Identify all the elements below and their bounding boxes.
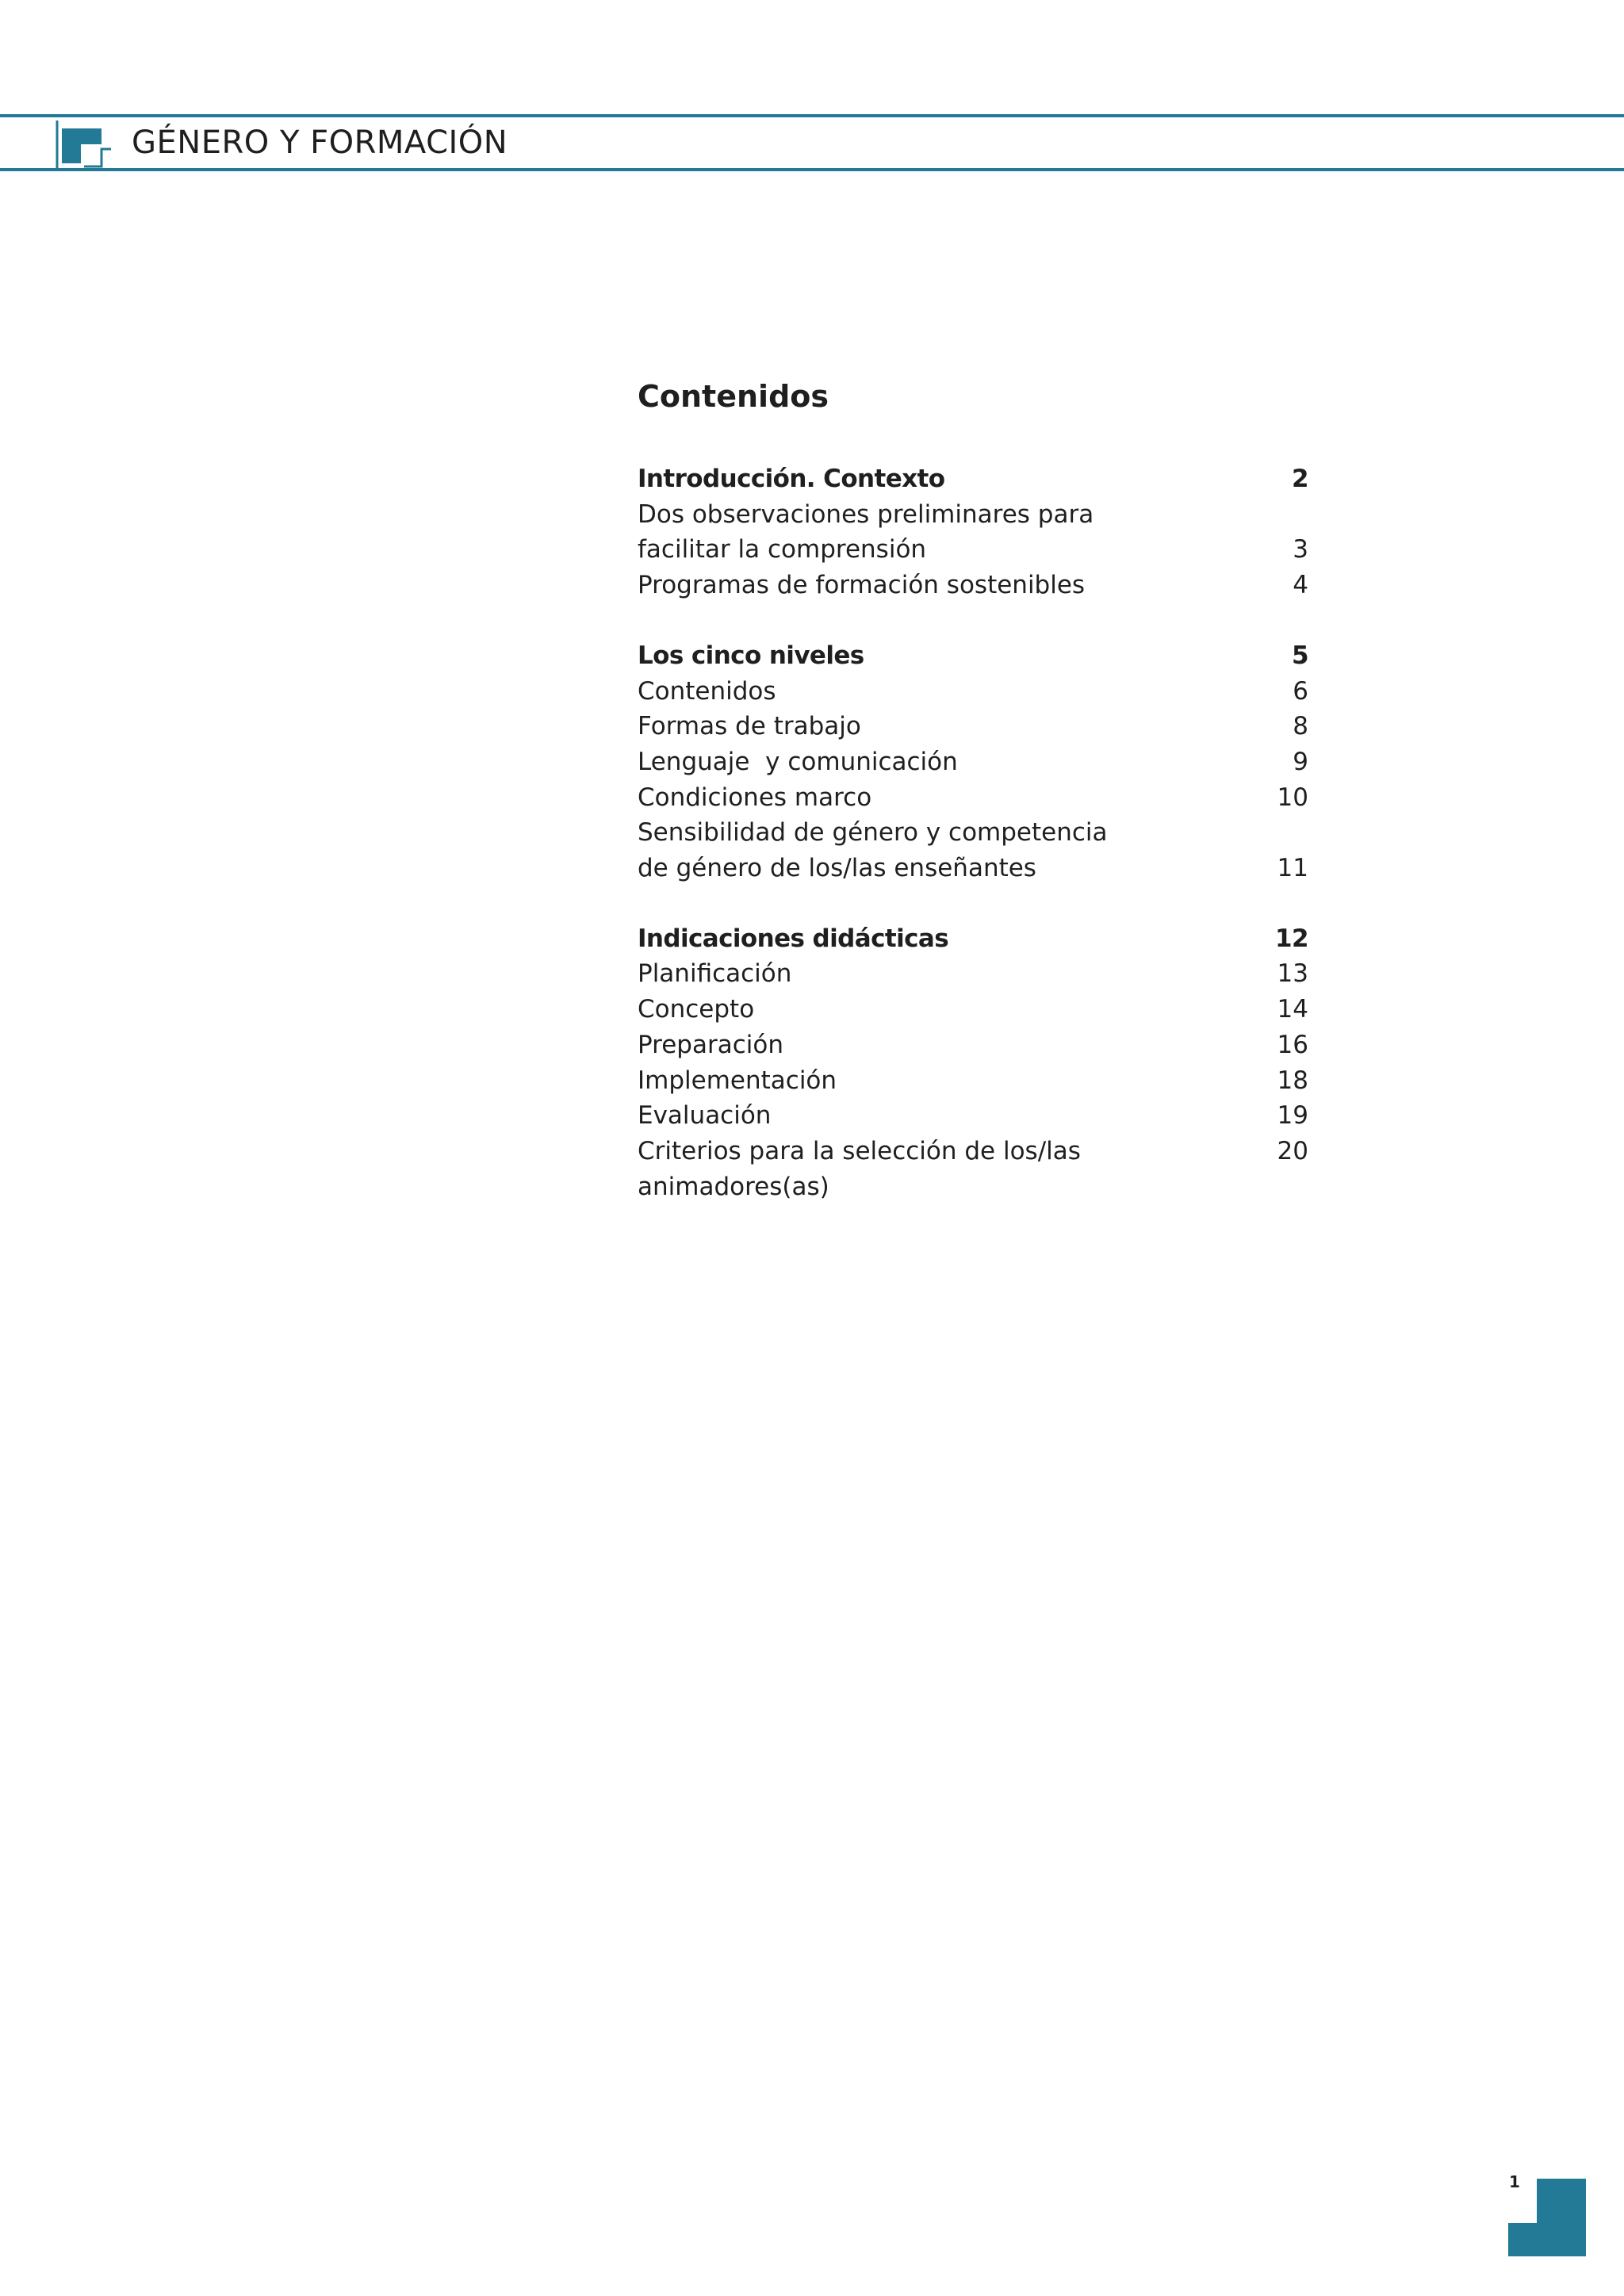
toc-entry[interactable] xyxy=(638,992,1308,1027)
toc-entry-label: Evaluación xyxy=(638,1101,772,1131)
toc-entry-page: 19 xyxy=(1277,1101,1308,1131)
toc-entry-label: Contenidos xyxy=(638,676,776,706)
toc-entry[interactable] xyxy=(638,1098,1308,1134)
toc-entry-label: Criterios para la selección de los/las animadores(as) xyxy=(638,1136,1089,1201)
toc-entry-label: Formas de trabajo xyxy=(638,712,861,741)
toc-entry-label: Planificación xyxy=(638,959,792,989)
toc-section-title[interactable] xyxy=(638,638,1308,674)
toc-entry-page: 12 xyxy=(1275,924,1308,953)
table-of-contents xyxy=(638,373,1308,1239)
toc-entry[interactable] xyxy=(638,744,1308,780)
toc-entry-page: 20 xyxy=(1277,1136,1308,1165)
toc-entry-label: Los cinco niveles xyxy=(638,641,864,670)
brand-logo-icon xyxy=(56,121,113,170)
toc-entry-label: Programas de formación sostenibles xyxy=(638,571,1086,600)
toc-entry-page: 16 xyxy=(1277,1030,1308,1059)
corner-decoration-icon xyxy=(1508,2179,1586,2256)
toc-section-title[interactable] xyxy=(638,921,1308,957)
page-number: 1 xyxy=(1509,2172,1520,2191)
header-top-rule xyxy=(0,114,1624,117)
toc-section-introduccion xyxy=(638,461,1308,603)
toc-entry-page: 18 xyxy=(1277,1066,1308,1095)
toc-entry[interactable] xyxy=(638,1063,1308,1099)
toc-entry-page: 9 xyxy=(1293,747,1308,776)
toc-entry-page: 2 xyxy=(1292,465,1308,493)
toc-section-niveles xyxy=(638,638,1308,886)
toc-entry-label: Concepto xyxy=(638,995,755,1024)
toc-entry-label: Implementación xyxy=(638,1066,837,1095)
toc-section-title[interactable] xyxy=(638,461,1308,497)
toc-entry-page: 4 xyxy=(1293,571,1308,600)
toc-entry[interactable] xyxy=(638,1027,1308,1063)
toc-entry-label: Condiciones marco xyxy=(638,783,872,812)
toc-entry-label: Indicaciones didácticas xyxy=(638,924,949,953)
toc-entry-page: 14 xyxy=(1277,995,1308,1024)
toc-entry[interactable] xyxy=(638,1134,1308,1204)
toc-entry-page: 8 xyxy=(1293,712,1308,741)
toc-entry[interactable] xyxy=(638,674,1308,710)
toc-entry-label: Introducción. Contexto xyxy=(638,465,945,493)
toc-entry[interactable] xyxy=(638,780,1308,816)
toc-section-indicaciones xyxy=(638,921,1308,1205)
toc-entry-page: 3 xyxy=(1293,535,1308,564)
toc-entry[interactable] xyxy=(638,956,1308,992)
toc-entry[interactable] xyxy=(638,815,1308,886)
header-title: GÉNERO Y FORMACIÓN xyxy=(132,124,508,161)
toc-entry-page: 5 xyxy=(1292,641,1308,670)
page-header xyxy=(0,114,1624,170)
toc-entry[interactable] xyxy=(638,709,1308,744)
toc-entry[interactable] xyxy=(638,497,1308,568)
toc-entry[interactable] xyxy=(638,568,1308,603)
toc-entry-label: Dos observaciones preliminares para facilitar la comprensión xyxy=(638,499,1094,564)
toc-entry-page: 10 xyxy=(1277,783,1308,812)
toc-entry-label: Lenguaje y comunicación xyxy=(638,747,958,776)
toc-entry-page: 13 xyxy=(1277,959,1308,989)
toc-entry-page: 6 xyxy=(1293,676,1308,706)
header-bottom-rule xyxy=(0,168,1624,171)
toc-entry-label: Preparación xyxy=(638,1030,783,1059)
toc-entry-page: 11 xyxy=(1277,854,1308,883)
toc-heading: Contenidos xyxy=(638,379,829,414)
toc-entry-label: Sensibilidad de género y competencia de género de los/las enseñantes xyxy=(638,818,1108,883)
